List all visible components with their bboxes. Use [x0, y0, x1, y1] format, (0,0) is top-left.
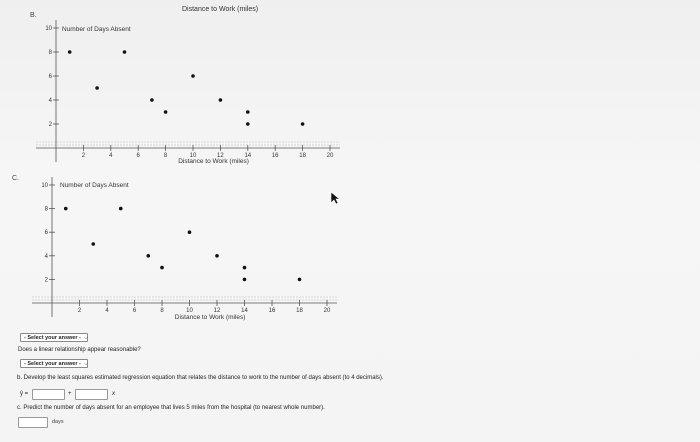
x-tick-label: 18: [299, 153, 306, 159]
y-tick-label: 8: [48, 50, 52, 56]
select-answer-linear[interactable]: [20, 359, 88, 368]
y-tick-label: 10: [45, 26, 52, 32]
data-point: [215, 254, 219, 258]
x-tick-label: 8: [163, 153, 168, 159]
data-point: [298, 278, 302, 282]
x-tick-label: 4: [105, 308, 109, 314]
part-b-text: b. Develop the least squares estimated regression equation that relates the distance to work to the number of days absent (to 4 decimals).: [17, 375, 384, 381]
select-answer-linear-label: - Select your answer -: [24, 361, 81, 367]
option-b-label[interactable]: B.: [30, 12, 37, 19]
select-answer-a-label: - Select your answer -: [24, 335, 81, 341]
x-variable-label: x: [112, 391, 115, 397]
mouse-cursor-icon: [330, 191, 340, 205]
data-point: [243, 278, 247, 282]
yhat-label: ŷ =: [20, 391, 29, 397]
data-point: [188, 230, 192, 234]
data-point: [146, 254, 150, 258]
intercept-input[interactable]: [32, 389, 65, 400]
data-point: [160, 266, 164, 270]
option-c-label[interactable]: C.: [12, 175, 19, 182]
chevron-down-icon: ⌵: [83, 335, 89, 341]
x-tick-label: 4: [109, 153, 113, 159]
select-answer-a[interactable]: [20, 333, 88, 342]
days-unit-label: days: [52, 419, 64, 425]
plus-sign: +: [68, 391, 72, 397]
x-tick-label: 12: [217, 153, 224, 159]
y-tick-label: 6: [48, 74, 52, 80]
x-axis-label: Distance to Work (miles): [174, 314, 246, 321]
x-tick-label: 8: [160, 308, 164, 314]
y-tick-label: 8: [44, 206, 48, 213]
x-tick-label: 18: [296, 308, 303, 314]
x-tick-label: 20: [323, 308, 331, 314]
part-c-text: c. Predict the number of days absent for an employee that lives 5 miles from the hospital (to nearest whole number).: [17, 405, 325, 411]
y-tick-label: 4: [44, 253, 48, 260]
x-tick-label: 16: [271, 153, 279, 159]
x-tick-label: 12: [213, 308, 221, 314]
chevron-down-icon: ⌵: [83, 361, 89, 367]
y-tick-label: 6: [44, 230, 48, 237]
y-tick-label: 4: [48, 98, 52, 104]
x-axis-label: Distance to Work (miles): [178, 158, 249, 165]
top-axis-title: Distance to Work (miles): [182, 6, 259, 13]
y-axis-label: Number of Days Absent: [60, 182, 129, 189]
data-point: [119, 207, 123, 211]
x-tick-label: 6: [136, 153, 140, 159]
x-tick-label: 14: [244, 153, 252, 159]
y-axis-label: Number of Days Absent: [62, 26, 131, 33]
y-tick-label: 2: [44, 277, 48, 284]
x-tick-label: 2: [77, 308, 82, 314]
slope-input[interactable]: [75, 389, 108, 400]
x-tick-label: 20: [326, 153, 334, 159]
x-tick-label: 2: [81, 153, 86, 159]
x-tick-label: 6: [132, 308, 137, 314]
linear-question: Does a linear relationship appear reasonable?: [18, 347, 141, 353]
data-point: [91, 242, 95, 246]
x-tick-label: 10: [189, 153, 197, 159]
y-tick-label: 2: [48, 122, 52, 128]
data-point: [243, 266, 247, 270]
x-tick-label: 16: [268, 308, 276, 314]
x-tick-label: 10: [186, 308, 193, 314]
x-tick-label: 14: [241, 308, 248, 314]
days-prediction-input[interactable]: [18, 417, 48, 428]
data-point: [64, 207, 68, 211]
y-tick-label: 10: [41, 183, 48, 189]
